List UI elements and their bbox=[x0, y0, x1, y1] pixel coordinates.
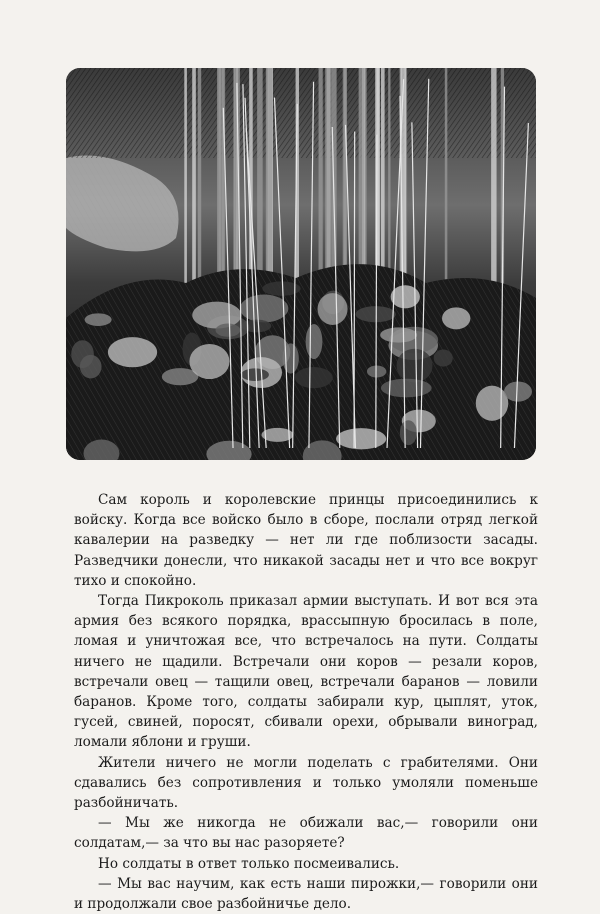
soldier-figure bbox=[476, 386, 509, 421]
soldier-figure bbox=[189, 344, 229, 379]
paragraph-3: Жители ничего не могли поделать с грабителями. Они сдавались без сопротивления и только умоляли поменьше разбойничать. bbox=[74, 754, 538, 812]
soldier-figure bbox=[434, 350, 453, 367]
paragraph-4: — Мы же никогда не обижали вас,— говорили они солдатам,— за что вы нас разоряете? bbox=[74, 815, 538, 852]
soldier-figure bbox=[216, 324, 241, 337]
soldier-figure bbox=[295, 367, 333, 388]
story-text bbox=[74, 490, 538, 914]
paragraph-1: Сам король и королевские принцы присоединились к войску. Когда все войско было в сборе, послали отряд легкой кавалерии на разведку — нет ли где поблизости засады. Разведчики донесли, что никакой засады нет и что все вокруг тихо и спокойно. bbox=[74, 492, 538, 589]
soldier-figure bbox=[336, 428, 386, 449]
soldier-figure bbox=[381, 379, 432, 398]
paragraph-6: — Мы вас научим, как есть наши пирожки,— говорили они и продолжали свое разбойничье дело. bbox=[74, 875, 538, 913]
paragraph-2: Тогда Пикроколь приказал армии выступать. И вот вся эта армия без всякого порядка, врассыпную бросилась в поле, ломая и уничтожая все, что встречалось на пути. Солдаты ничего не щадили. Встречали они коров — резали коров, встречали овец — тащили овец, встречали баранов — ловили баранов. Кроме того, солдаты забирали кур, цыплят, уток, гусей, свиней, поросят, сбивали орехи, обрывали виноград, ломали яблони и груши. bbox=[74, 593, 538, 751]
soldier-figure bbox=[397, 349, 433, 383]
soldier-figure bbox=[318, 293, 348, 325]
engraving-illustration bbox=[66, 68, 536, 460]
soldier-figure bbox=[241, 368, 269, 381]
engraving-drawing bbox=[66, 68, 536, 460]
soldier-figure bbox=[108, 337, 157, 367]
soldier-figure bbox=[306, 324, 323, 359]
soldier-figure bbox=[504, 382, 532, 402]
soldier-figure bbox=[442, 307, 470, 329]
soldier-figure bbox=[380, 327, 417, 342]
paragraph-5: Но солдаты в ответ только посмеивались. bbox=[98, 855, 400, 872]
soldier-figure bbox=[80, 355, 102, 379]
soldier-figure bbox=[85, 313, 112, 326]
soldier-figure bbox=[400, 420, 417, 445]
